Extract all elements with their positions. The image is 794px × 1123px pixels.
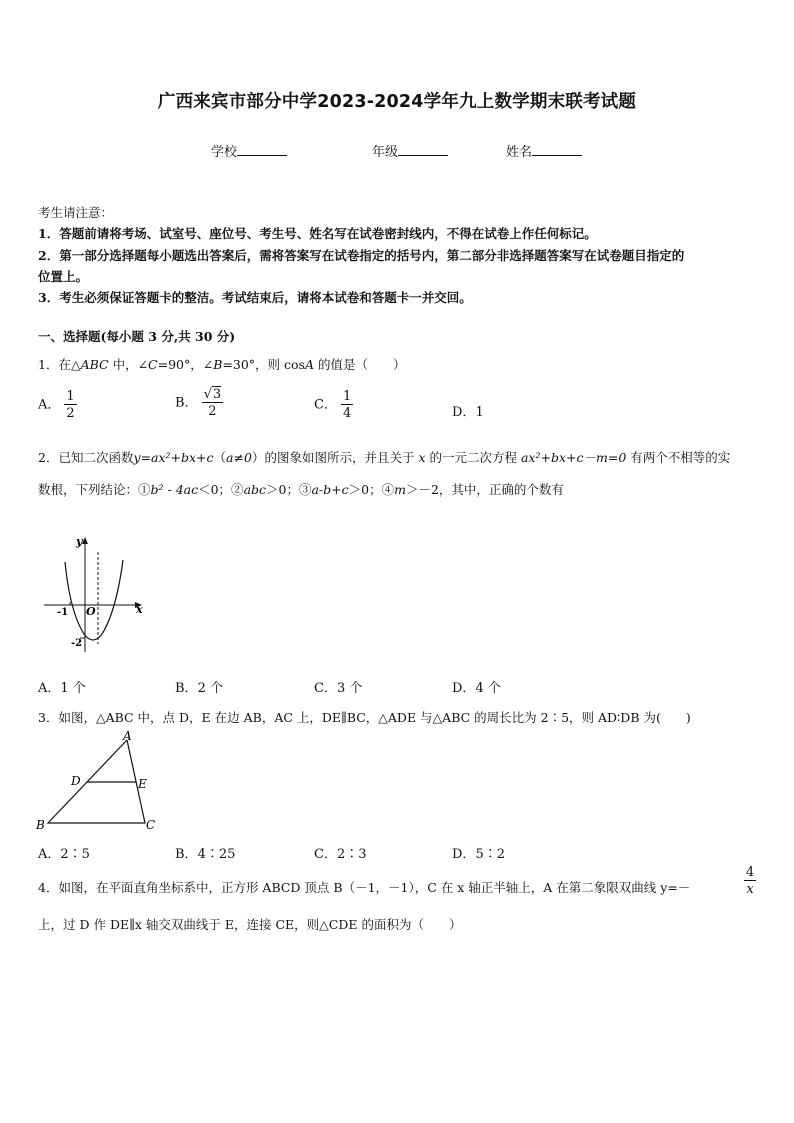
school-blank	[237, 142, 287, 156]
q1-option-a[interactable]: A． $\frac{1}{2}$	[38, 389, 75, 421]
q3-triangle-figure	[34, 730, 164, 834]
label-c: C	[146, 818, 156, 832]
q3-option-b[interactable]: B．4∶25	[175, 847, 236, 862]
q2-option-a[interactable]: A．1 个	[38, 681, 86, 696]
school-label: 学校	[211, 145, 238, 160]
q1-option-b[interactable]: B． $\frac{√3}{2}$	[175, 387, 222, 419]
name-label: 姓名	[506, 145, 533, 160]
label-b: B	[36, 818, 45, 832]
q3-option-c[interactable]: C．2∶3	[314, 847, 367, 862]
grade-label: 年级	[372, 145, 399, 160]
q2-option-b[interactable]: B．2 个	[175, 681, 223, 696]
notice-item: 3．考生必须保证答题卡的整洁。考试结束后，请将本试卷和答题卡一并交回。	[38, 290, 472, 305]
grade-field	[372, 141, 448, 160]
q4-fraction: $\frac{4}{x}$	[746, 865, 755, 897]
q2-stem-line1: 2．已知二次函数y=ax²+bx+c（a≠0）的图象如图所示，并且关于 x 的一元二次方程 ax²+bx+c－m=0 有两个不相等的实	[38, 450, 731, 465]
q1-stem: 1．在△ABC 中，∠C=90°，∠B=30°，则 cosA 的值是（ ）	[38, 357, 406, 372]
tick-label-neg2: -2	[71, 638, 83, 649]
page-title: 广西来宾市部分中学2023-2024学年九上数学期末联考试题	[157, 92, 637, 112]
notice-item: 1．答题前请将考场、试室号、座位号、考生号、姓名写在试卷密封线内，不得在试卷上作任何标记。	[38, 226, 597, 241]
label-e: E	[138, 777, 147, 791]
q2-stem-line2: 数根，下列结论：①b² - 4ac＜0；②abc＞0；③a-b+c＞0；④m＞－2，其中，正确的个数有	[38, 482, 564, 497]
q1-option-d[interactable]: D．1	[452, 405, 484, 420]
q1-option-c[interactable]: C． $\frac{1}{4}$	[314, 389, 352, 421]
q4-stem-line2: 上，过 D 作 DE∥x 轴交双曲线于 E，连接 CE，则△CDE 的面积为（ ）	[38, 917, 462, 932]
q3-option-d[interactable]: D．5∶2	[452, 847, 505, 862]
sqrt-icon: √	[203, 387, 212, 402]
section-heading: 一、选择题(每小题 3 分,共 30 分)	[38, 329, 236, 344]
q3-stem: 3．如图，△ABC 中，点 D，E 在边 AB，AC 上，DE∥BC，△ADE 与△ABC 的周长比为 2∶5，则 AD∶DB 为( )	[38, 710, 691, 725]
label-a: A	[123, 730, 132, 743]
grade-blank	[398, 142, 448, 156]
parabola-curve	[65, 560, 123, 640]
x-axis-label: x	[136, 603, 143, 616]
origin-label: O	[86, 605, 96, 618]
tick-label-neg1: -1	[57, 607, 69, 618]
notice-heading: 考生请注意：	[38, 205, 114, 220]
q3-option-a[interactable]: A．2∶5	[38, 847, 90, 862]
y-axis-label: y	[76, 535, 83, 548]
y-axis-arrow-icon	[82, 537, 88, 544]
q2-parabola-graph	[38, 532, 148, 656]
school-field	[211, 141, 287, 160]
name-blank	[532, 142, 582, 156]
label-d: D	[71, 774, 81, 788]
name-field	[506, 141, 582, 160]
q4-stem-line1: 4．如图，在平面直角坐标系中，正方形 ABCD 顶点 B（－1，－1），C 在 x 轴正半轴上，A 在第二象限双曲线 y=－	[38, 880, 691, 895]
notice-item: 2．第一部分选择题每小题选出答案后，需将答案写在试卷指定的括号内，第二部分非选择题答案写在试卷题目指定的	[38, 248, 685, 263]
q2-option-d[interactable]: D．4 个	[452, 681, 501, 696]
notice-item: 位置上。	[38, 269, 89, 284]
q2-option-c[interactable]: C．3 个	[314, 681, 363, 696]
